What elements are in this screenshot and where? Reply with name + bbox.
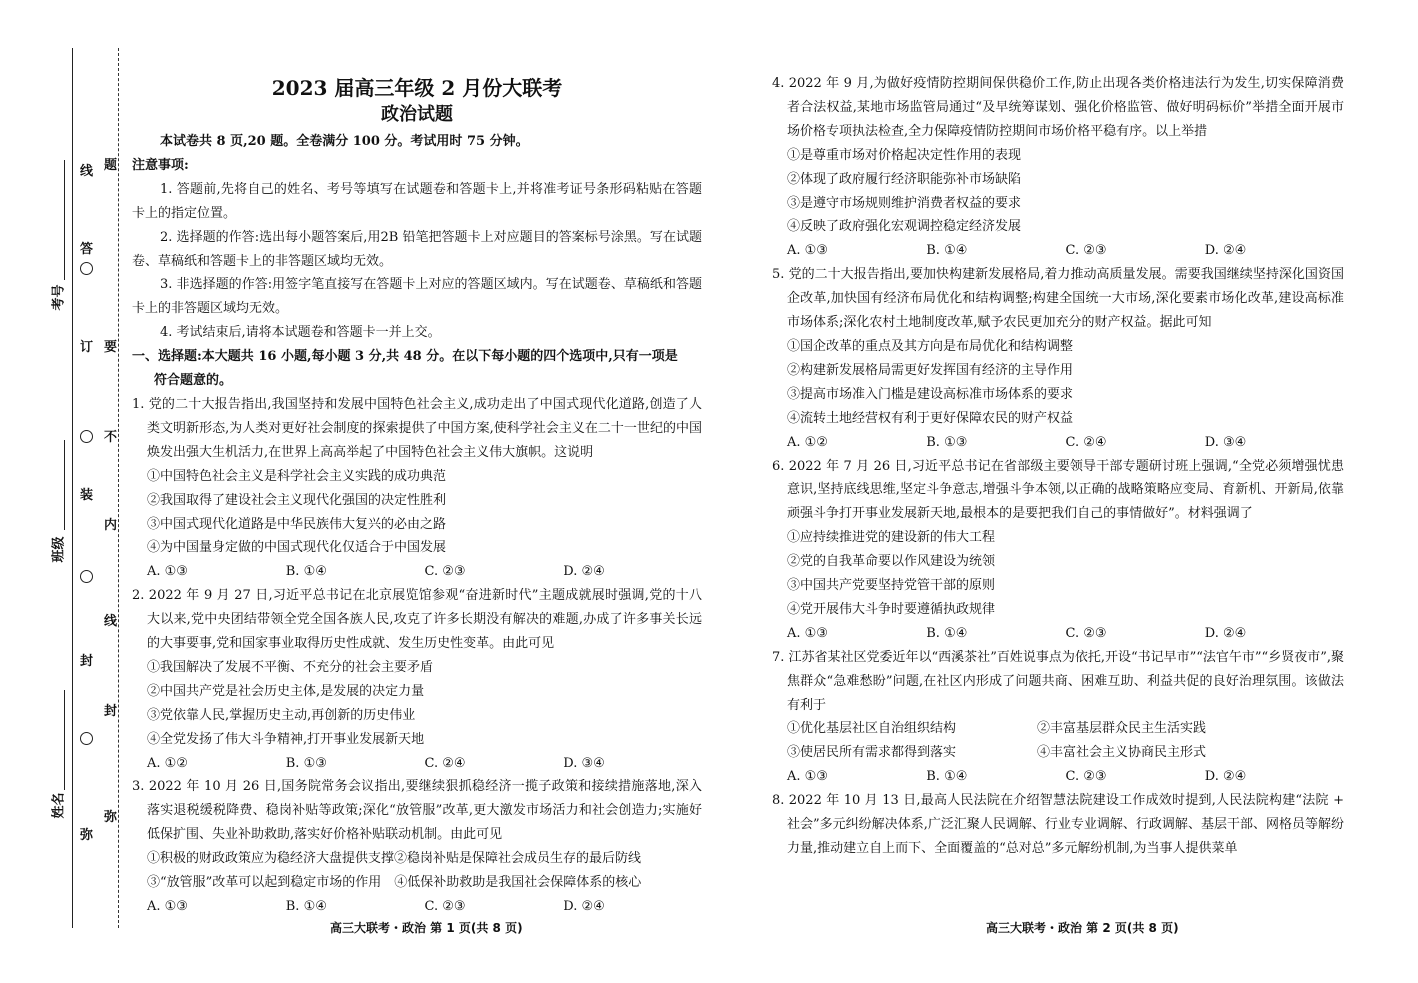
page-1-footer: 高三大联考・政治 第 1 页(共 8 页) [330, 921, 523, 935]
seal-char: 答 [80, 242, 94, 257]
question-7-stem: 7. 江苏省某社区党委近年以“西溪茶社”百姓说事点为依托,开设“书记早市”“法官午市”“乡贤夜市”,聚焦群众“急难愁盼”问题,在社区内形成了问题共商、困难互助、利益共促的良好治理氛围。该做法有利于 [772, 649, 1344, 713]
exam-no-field[interactable] [64, 160, 65, 280]
seal-char: 弥 [104, 810, 118, 825]
note-item: 3. 非选择题的作答:用签字笔直接写在答题卡上对应的答题区域内。写在试题卷、草稿纸和答题卡上的非答题区域均无效。 [132, 277, 702, 317]
question-6-stem: 6. 2022 年 7 月 26 日,习近平总书记在省部级主要领导干部专题研讨班上强调,“全党必须增强忧患意识,坚持底线思维,坚定斗争意志,增强斗争本领,以正确的战略策略应变局、育新机、开新局,依靠顽强斗争打开事业发展新天地,最根本的是要把我们自己的事情做好”。材料强调了 [772, 458, 1344, 522]
choice-b[interactable]: B. ①③ [285, 755, 327, 771]
question-5-option: ④流转土地经营权有利于更好保障农民的财产权益 [787, 410, 1074, 426]
choice-a[interactable]: A. ①② [147, 755, 188, 771]
question-1-option: ①中国特色社会主义是科学社会主义实践的成功典范 [147, 468, 447, 484]
choice-a[interactable]: A. ①③ [787, 625, 828, 641]
note-item: 2. 选择题的作答:选出每小题答案后,用2B 铅笔把答题卡上对应题目的答案标号涂黑。写在试题卷、草稿纸和答题卡上的非答题区域均无效。 [132, 229, 702, 269]
class-field[interactable] [64, 440, 65, 530]
question-7-option: ①优化基层社区自治组织结构 [787, 721, 957, 737]
question-2-option: ②中国共产党是社会历史主体,是发展的决定力量 [147, 683, 425, 699]
question-5-option: ①国企改革的重点及其方向是布局优化和结构调整 [787, 338, 1074, 354]
seal-circle [80, 262, 93, 275]
question-5-stem: 5. 党的二十大报告指出,要加快构建新发展格局,着力推动高质量发展。需要我国继续坚持深化国资国企改革,加快国有经济布局优化和结构调整;构建全国统一大市场,深化要素市场化改革,建设高标准市场体系;深化农村土地制度改革,赋予农民更加充分的财产权益。据此可知 [772, 267, 1344, 331]
choice-a[interactable]: A. ①② [787, 434, 828, 450]
question-2-option: ③党依靠人民,掌握历史主动,再创新的历史伟业 [147, 707, 416, 723]
question-1-option: ②我国取得了建设社会主义现代化强国的决定性胜利 [147, 492, 447, 508]
seal-char: 要 [104, 340, 118, 355]
note-item: 1. 答题前,先将自己的姓名、考号等填写在试题卷和答题卡上,并将准考证号条形码粘贴在答题卡上的指定位置。 [132, 181, 702, 221]
name-label: 姓名 [51, 792, 67, 819]
question-4-option: ③是遵守市场规则维护消费者权益的要求 [787, 195, 1022, 211]
seal-char: 题 [104, 158, 118, 173]
choice-d[interactable]: D. ②④ [1204, 769, 1247, 785]
question-7-choices [772, 765, 1344, 789]
seal-char: 封 [80, 654, 94, 669]
choice-d[interactable]: D. ③④ [563, 755, 605, 771]
choice-c[interactable]: C. ②③ [1065, 625, 1107, 641]
question-6-option: ④党开展伟大斗争时要遵循执政规律 [787, 601, 996, 617]
question-3-option: ③“放管服”改革可以起到稳定市场的作用 ④低保补助救助是我国社会保障体系的核心 [147, 875, 642, 891]
seal-char: 装 [80, 488, 94, 503]
question-4-option: ①是尊重市场对价格起决定性作用的表现 [787, 147, 1022, 163]
exam-title: 2023 届高三年级 2 月份大联考 [271, 76, 563, 100]
name-field[interactable] [64, 690, 65, 790]
seal-char: 线 [104, 614, 118, 629]
question-5-option: ②构建新发展格局需更好发挥国有经济的主导作用 [787, 362, 1074, 378]
choice-b[interactable]: B. ①③ [926, 434, 968, 450]
binding-margin [0, 0, 128, 983]
question-4-stem: 4. 2022 年 9 月,为做好疫情防控期间保供稳价工作,防止出现各类价格违法行为发生,切实保障消费者合法权益,某地市场监管局通过“及早统筹谋划、强化价格监管、做好明码标价”举措全面开展市场价格专项执法检查,全力保障疫情防控期间市场价格平稳有序。以上举措 [772, 76, 1344, 139]
question-6-choices [772, 622, 1344, 646]
choice-a[interactable]: A. ①③ [147, 564, 188, 580]
choice-d[interactable]: D. ②④ [1204, 625, 1247, 641]
question-8-stem: 8. 2022 年 10 月 13 日,最高人民法院在介绍智慧法院建设工作成效时提到,人民法院构建“法院 + 社会”多元纠纷解决体系,广泛汇聚人民调解、行业专业调解、行政调解、基层干部、网格员等解纷力量,推动建立自上而下、全面覆盖的“总对总”多元解纷机制,为当事人提供菜单 [772, 793, 1344, 856]
question-7-option-row [772, 741, 1344, 765]
binding-line-inner [118, 48, 119, 928]
question-2-choices [132, 752, 702, 776]
question-3-stem: 3. 2022 年 10 月 26 日,国务院常务会议指出,要继续狠抓稳经济一揽子政策和接续措施落地,深入落实退税缓税降费、稳岗补贴等政策;深化“放管服”改革,更大激发市场活力和社会创造力;实施好低保扩围、失业补助救助,落实好价格补贴联动机制。由此可见 [132, 779, 702, 843]
question-3-option: ①积极的财政政策应为稳经济大盘提供支撑②稳岗补贴是保障社会成员生存的最后防线 [147, 851, 642, 867]
seal-char: 不 [104, 430, 118, 445]
note-item: 4. 考试结束后,请将本试题卷和答题卡一并上交。 [160, 325, 441, 341]
seal-char: 封 [104, 704, 118, 719]
choice-d[interactable]: D. ②④ [563, 899, 605, 914]
seal-char: 订 [80, 340, 94, 355]
choice-c[interactable]: C. ②③ [1065, 769, 1107, 785]
choice-b[interactable]: B. ①④ [926, 243, 968, 259]
question-1-option: ③中国式现代化道路是中华民族伟大复兴的必由之路 [147, 516, 447, 532]
question-3-choices [132, 895, 702, 919]
choice-b[interactable]: B. ①④ [285, 564, 327, 580]
question-6-option: ③中国共产党要坚持党管干部的原则 [787, 578, 996, 594]
question-4-choices [772, 239, 1344, 263]
choice-c[interactable]: C. ②③ [424, 899, 466, 914]
choice-c[interactable]: C. ②③ [1065, 243, 1107, 259]
choice-b[interactable]: B. ①④ [926, 769, 968, 785]
exam-subtitle: 政治试题 [381, 104, 453, 125]
question-1-option: ④为中国量身定做的中国式现代化仅适合于中国发展 [147, 540, 447, 556]
section-heading-cont: 符合题意的。 [154, 373, 233, 389]
seal-circle [80, 570, 93, 583]
class-label: 班级 [51, 536, 67, 563]
question-5-choices [772, 431, 1344, 455]
choice-b[interactable]: B. ①④ [285, 899, 327, 914]
binding-line-outer [72, 48, 73, 928]
question-1-choices [132, 560, 702, 584]
seal-char: 弥 [80, 828, 94, 843]
exam-info: 本试卷共 8 页,20 题。全卷满分 100 分。考试用时 75 分钟。 [160, 134, 529, 149]
exam-no-label: 考号 [51, 284, 67, 311]
question-7-option: ③使居民所有需求都得到落实 [787, 745, 957, 761]
choice-d[interactable]: D. ③④ [1204, 434, 1247, 450]
seal-char: 线 [80, 164, 94, 179]
question-2-stem: 2. 2022 年 9 月 27 日,习近平总书记在北京展览馆参观“奋进新时代”主题成就展时强调,党的十八大以来,党中央团结带领全党全国各族人民,攻克了许多长期没有解决的难题,办成了许多事关长远的大事要事,党和国家事业取得历史性成就、发生历史性变革。由此可见 [132, 588, 702, 652]
question-6-option: ①应持续推进党的建设新的伟大工程 [787, 530, 996, 546]
choice-c[interactable]: C. ②④ [1065, 434, 1107, 450]
choice-c[interactable]: C. ②③ [424, 564, 466, 580]
section-heading: 一、选择题:本大题共 16 小题,每小题 3 分,共 48 分。在以下每小题的四个选项中,只有一项是 [132, 349, 678, 365]
page-2 [772, 72, 1344, 861]
question-2-option: ①我国解决了发展不平衡、不充分的社会主要矛盾 [147, 659, 434, 675]
question-4-option: ②体现了政府履行经济职能弥补市场缺陷 [787, 171, 1022, 187]
page-2-footer: 高三大联考・政治 第 2 页(共 8 页) [986, 921, 1179, 935]
choice-d[interactable]: D. ②④ [1204, 243, 1247, 259]
seal-char: 内 [104, 518, 118, 533]
choice-a[interactable]: A. ①③ [787, 769, 828, 785]
question-7-option: ②丰富基层群众民主生活实践 [1037, 721, 1207, 737]
notes-title: 注意事项: [132, 157, 189, 173]
choice-a[interactable]: A. ①③ [147, 899, 188, 914]
question-7-option-row [772, 717, 1344, 741]
question-7-option: ④丰富社会主义协商民主形式 [1037, 745, 1207, 761]
question-6-option: ②党的自我革命要以作风建设为统领 [787, 554, 996, 570]
question-1-stem: 1. 党的二十大报告指出,我国坚持和发展中国特色社会主义,成功走出了中国式现代化道路,创造了人类文明新形态,为人类对更好社会制度的探索提供了中国方案,使科学社会主义在二十一世纪的中国焕发出强大生机活力,在世界上高高举起了中国特色社会主义伟大旗帜。这说明 [132, 396, 702, 460]
seal-circle [80, 430, 93, 443]
seal-circle [80, 732, 93, 745]
question-5-option: ③提高市场准入门槛是建设高标准市场体系的要求 [787, 386, 1074, 402]
choice-c[interactable]: C. ②④ [424, 755, 466, 771]
question-4-option: ④反映了政府强化宏观调控稳定经济发展 [787, 219, 1022, 235]
page-1 [132, 74, 702, 919]
question-2-option: ④全党发扬了伟大斗争精神,打开事业发展新天地 [147, 731, 425, 747]
choice-a[interactable]: A. ①③ [787, 243, 828, 259]
choice-b[interactable]: B. ①④ [926, 625, 968, 641]
choice-d[interactable]: D. ②④ [563, 564, 605, 580]
